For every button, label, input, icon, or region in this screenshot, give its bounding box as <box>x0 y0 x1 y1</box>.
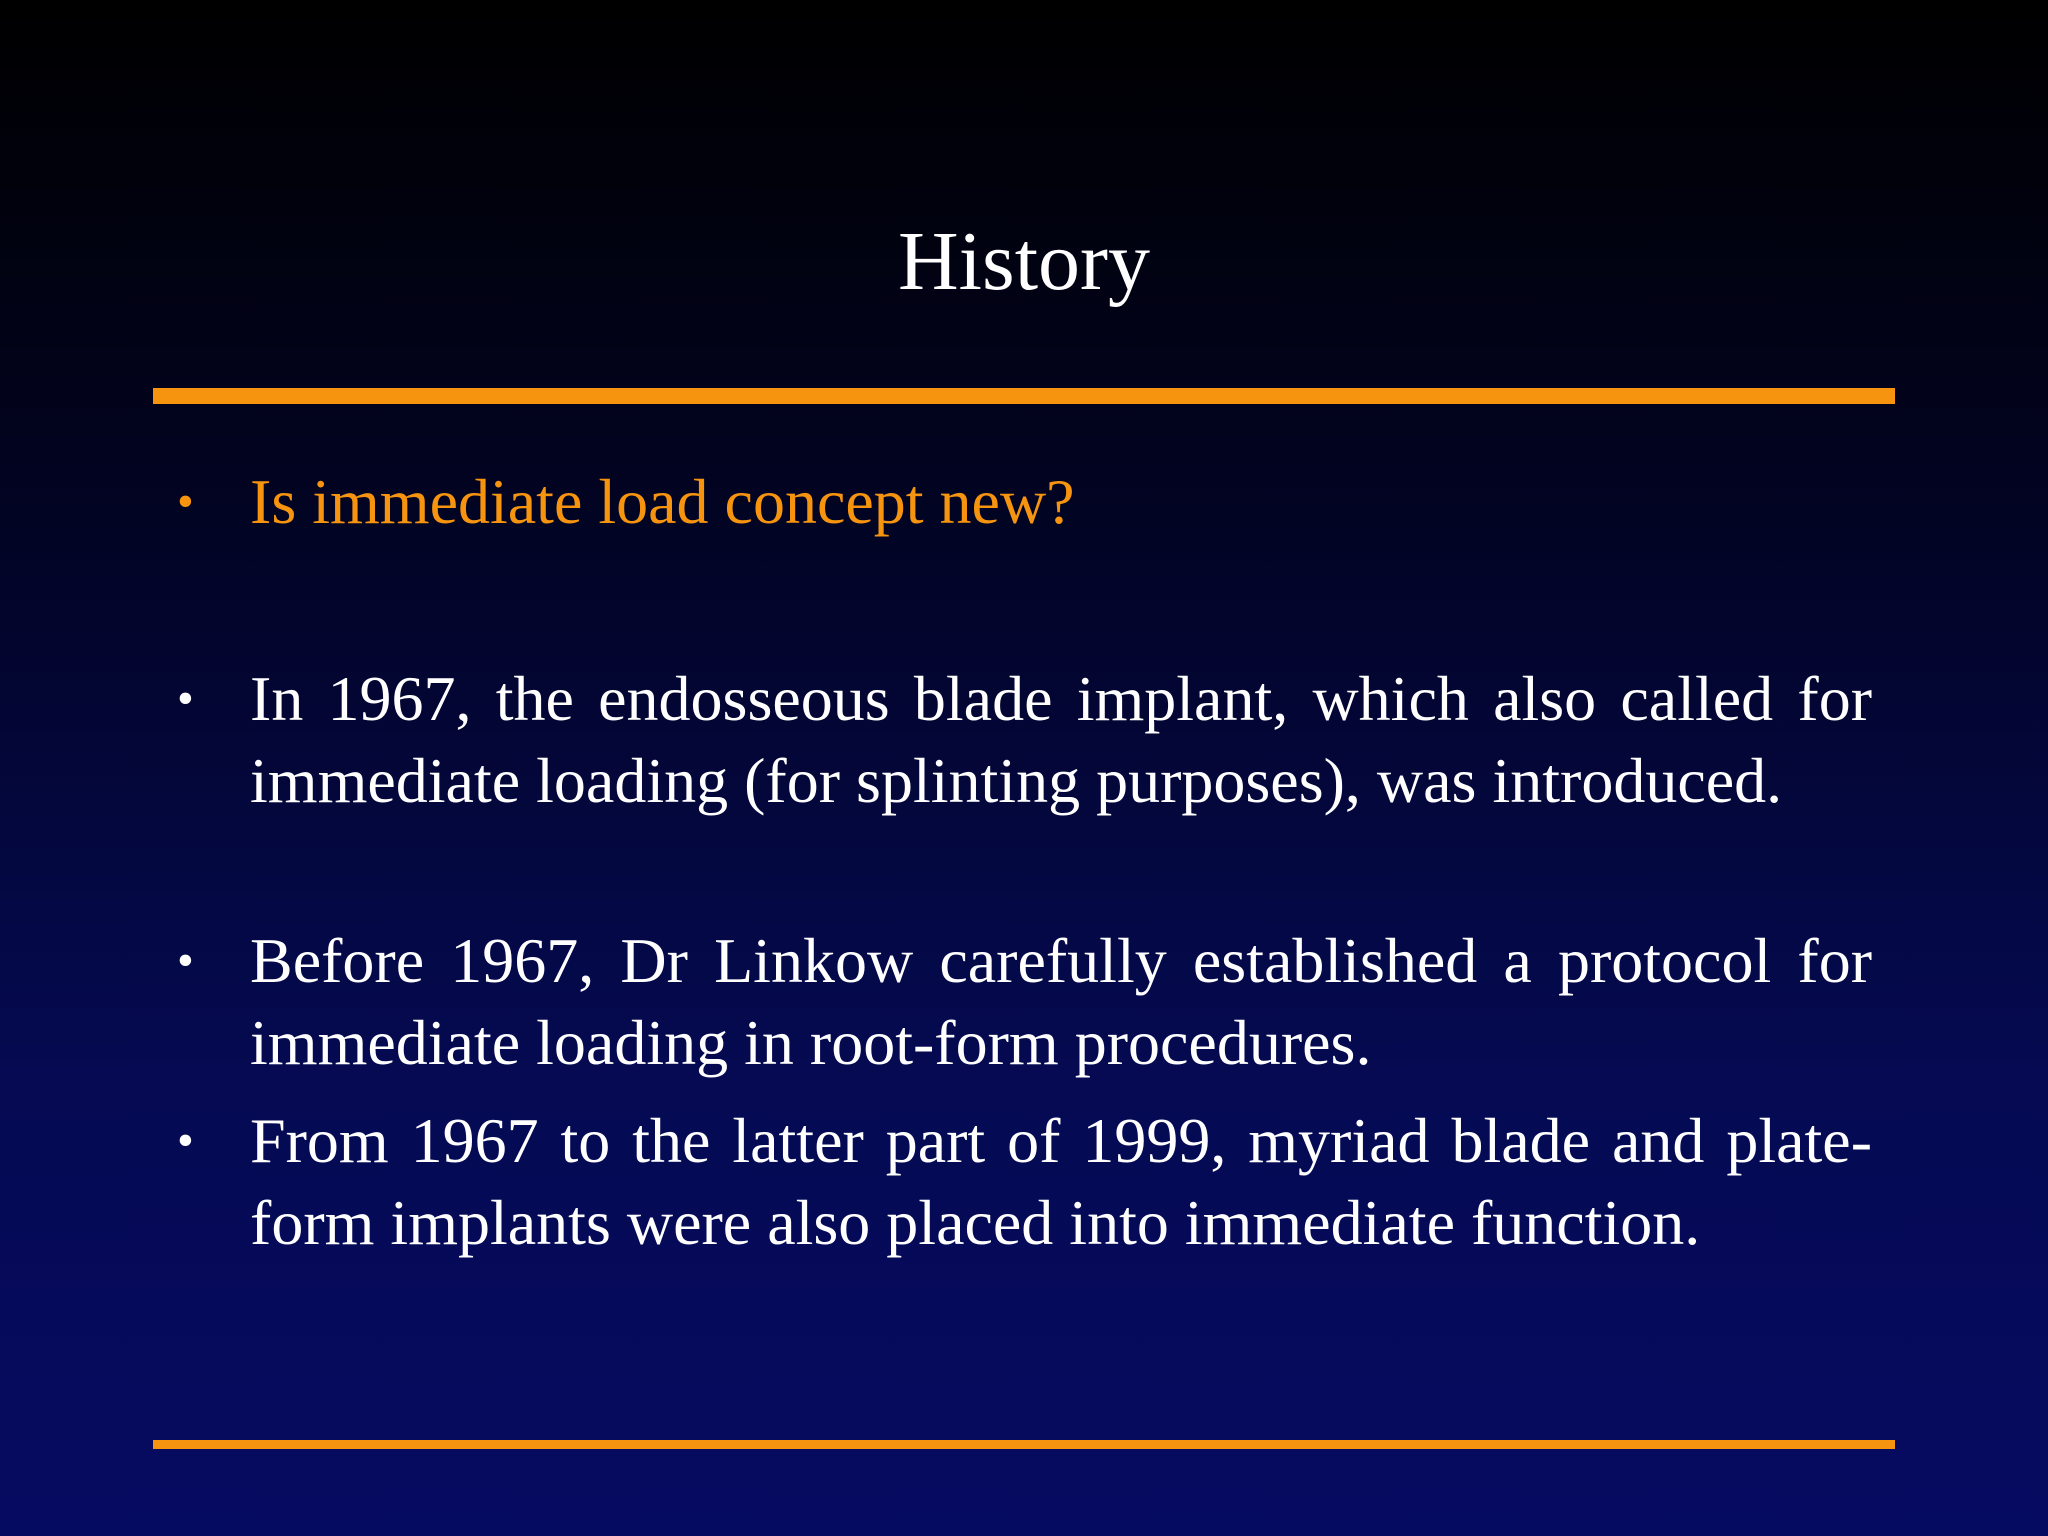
bullet-text: Before 1967, Dr Linkow carefully established a protocol for immediate loading in root-form procedures. <box>250 925 1872 1078</box>
bullet-icon: • <box>177 934 194 987</box>
slide-title: History <box>898 215 1150 308</box>
title-divider <box>153 388 1895 404</box>
bullet-item-question <box>177 461 1872 543</box>
bullet-icon: • <box>177 672 194 725</box>
bullet-text: From 1967 to the latter part of 1999, myriad blade and plate-form implants were also placed into immediate function. <box>250 1105 1872 1258</box>
bullet-item-1967-1999 <box>177 1100 1872 1264</box>
footer-divider <box>153 1440 1895 1449</box>
bullet-icon: • <box>177 1114 194 1167</box>
bullet-text: In 1967, the endosseous blade implant, which also called for immediate loading (for splinting purposes), was introduced. <box>250 663 1872 816</box>
bullet-item-linkow-protocol <box>177 920 1872 1084</box>
bullet-text: Is immediate load concept new? <box>250 466 1075 537</box>
bullet-item-1967-blade <box>177 658 1872 822</box>
bullet-icon: • <box>177 475 194 528</box>
